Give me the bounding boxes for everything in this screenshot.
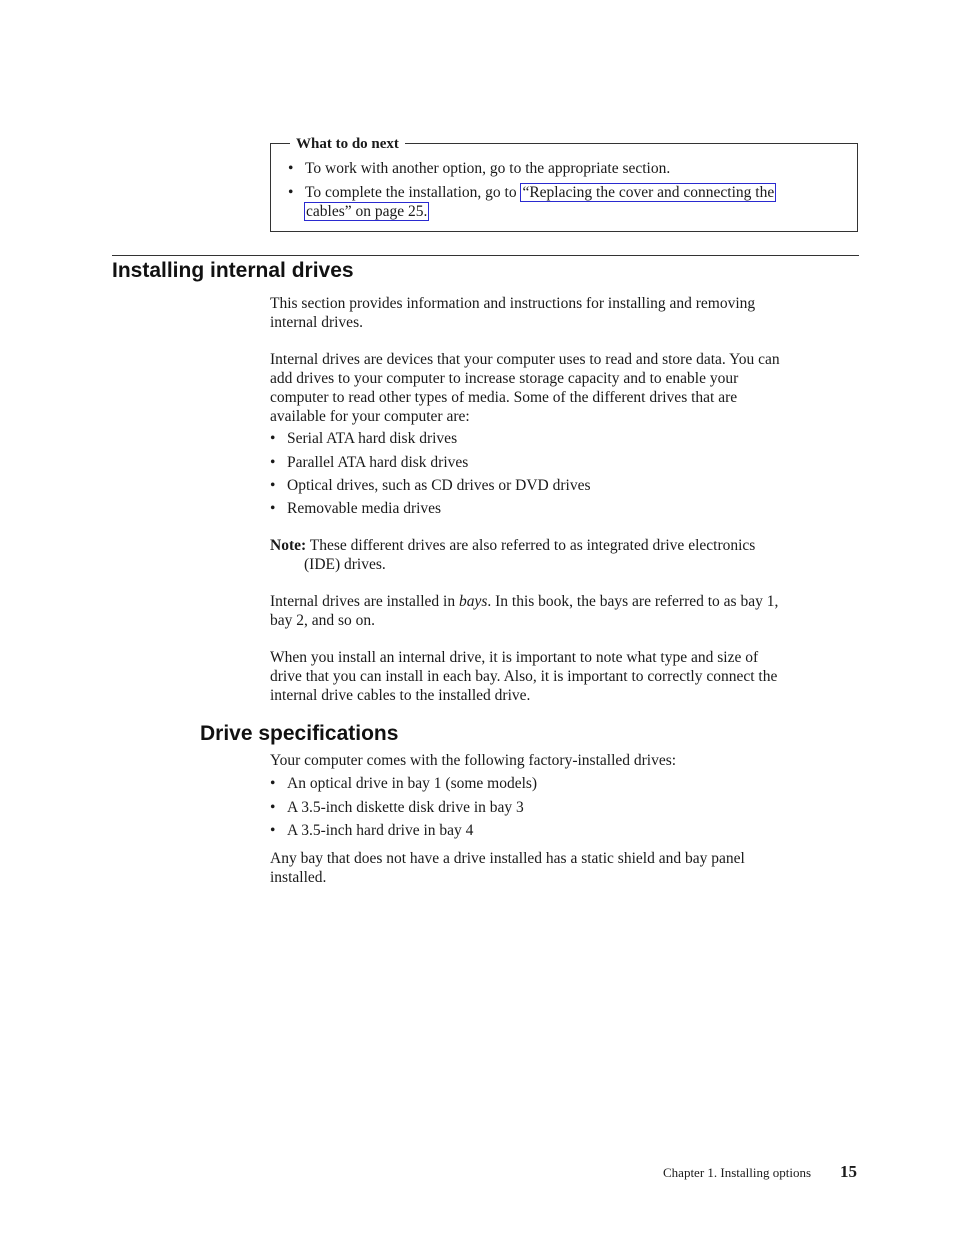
text-line: drive that you can install in each bay. Also, it is important to correctly connect the [270,668,778,685]
section-heading-installing-internal-drives: Installing internal drives [112,259,354,282]
text-span: . In this book, the bays are referred to as bay 1, [487,593,779,610]
text-line: internal drives. [270,314,363,331]
text-span: Internal drives are installed in [270,593,459,610]
bullet: • [288,184,294,201]
list-item-text: A 3.5-inch diskette disk drive in bay 3 [287,799,524,816]
text-line [270,592,862,611]
text-line: available for your computer are: [270,408,470,425]
list-item-text: Removable media drives [287,500,442,517]
note-label: Note: [270,537,307,554]
bullet: • [270,822,276,839]
text-line: Any bay that does not have a drive installed has a static shield and bay panel [270,850,745,867]
replacing-cover-link-line1[interactable]: “Replacing the cover and connecting the [522,184,775,201]
specs-intro [270,751,862,770]
list-item-text: An optical drive in bay 1 (some models) [287,775,538,792]
list-item-text: Optical drives, such as CD drives or DVD drives [287,477,591,494]
list-item-text: A 3.5-inch hard drive in bay 4 [287,822,474,839]
next-item-2-prefix: To complete the installation, go to [305,184,521,201]
list-item-text: Serial ATA hard disk drives [287,430,458,447]
text-line: Internal drives are devices that your computer uses to read and store data. You can [270,351,780,368]
page-number: 15 [840,1162,857,1181]
install-note-paragraph [270,648,862,705]
text-line: computer to read other types of media. Some of the different drives that are [270,389,738,406]
what-to-do-next-title: What to do next [290,134,405,154]
text-line: add drives to your computer to increase storage capacity and to enable your [270,370,739,387]
bullet: • [270,799,276,816]
next-item-2-line1 [305,183,776,202]
closing-paragraph [270,849,862,887]
bullet: • [270,500,276,517]
internal-drives-paragraph [270,350,862,426]
bullet: • [270,454,276,471]
bays-term: bays [458,593,488,610]
footer-chapter: Chapter 1. Installing options [663,1165,812,1180]
replacing-cover-link-line2[interactable]: cables” on page 25. [306,203,428,220]
section-heading-drive-specifications: Drive specifications [200,722,399,745]
bullet: • [270,775,276,792]
bullet: • [288,160,294,177]
note-text: These different drives are also referred to as integrated drive electronics [309,537,756,554]
bays-paragraph [270,592,862,630]
text-line: This section provides information and instructions for installing and removing [270,295,756,312]
intro-paragraph [270,294,862,332]
text-line: installed. [270,869,327,886]
bullet: • [270,430,276,447]
text-line: Your computer comes with the following factory-installed drives: [270,752,677,769]
note-block [270,536,862,574]
next-item-2-line2 [304,202,429,221]
text-line: When you install an internal drive, it is important to note what type and size of [270,649,759,666]
list-item-text: Parallel ATA hard disk drives [287,454,469,471]
note-line-1 [270,536,862,555]
note-line-2: (IDE) drives. [304,556,386,573]
text-line: internal drive cables to the installed drive. [270,687,531,704]
text-line: bay 2, and so on. [270,612,376,629]
bullet: • [270,477,276,494]
next-item-1-text: To work with another option, go to the appropriate section. [305,160,671,177]
